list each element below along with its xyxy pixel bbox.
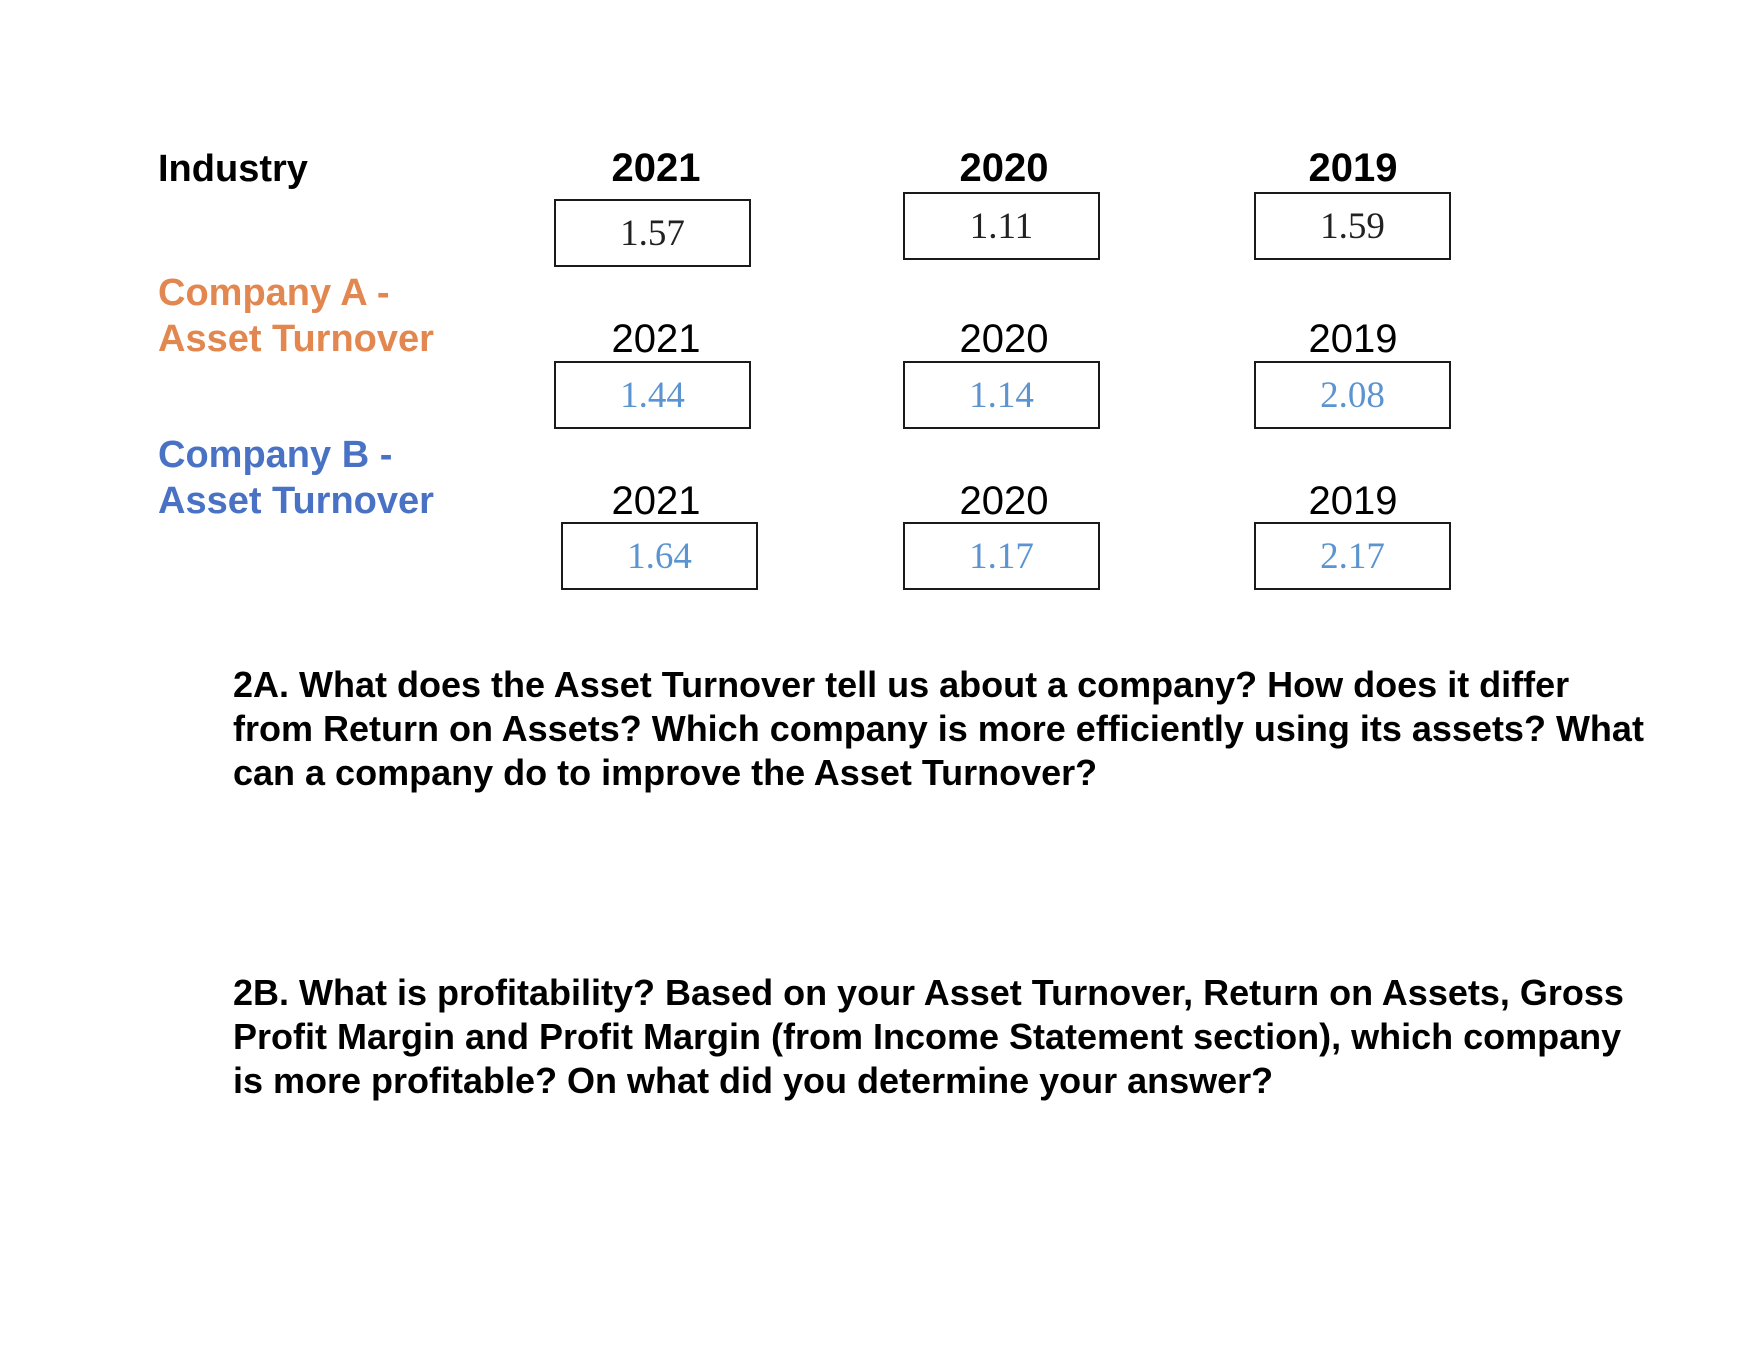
question-2b: 2B. What is profitability? Based on your Asset Turnover, Return on Assets, Gross Profit Margin and Profit Margin (from Income Statement section), which company is more profitable? On what did you determine your answer? (233, 972, 1624, 1101)
industry-year-2020: 2020 (959, 146, 1049, 190)
industry-year-2021: 2021 (611, 146, 701, 190)
company-b-year-2020: 2020 (959, 479, 1049, 523)
company-a-year-2019: 2019 (1308, 317, 1398, 361)
company-a-value-2019: 2.08 (1254, 361, 1451, 429)
company-a-value-2021: 1.44 (554, 361, 751, 429)
company-a-year-2020: 2020 (959, 317, 1049, 361)
industry-value-2021: 1.57 (554, 199, 751, 267)
company-a-label-line1: Company A - (158, 272, 390, 314)
question-2a: 2A. What does the Asset Turnover tell us about a company? How does it differ from Return on Assets? Which company is more efficiently using its assets? What can a company do to improve the Asset Turnover? (233, 664, 1644, 793)
industry-value-2020: 1.11 (903, 192, 1100, 260)
company-a-label-line2: Asset Turnover (158, 318, 434, 360)
industry-value-2019: 1.59 (1254, 192, 1451, 260)
company-b-year-2021: 2021 (611, 479, 701, 523)
company-b-year-2019: 2019 (1308, 479, 1398, 523)
industry-year-2019: 2019 (1308, 146, 1398, 190)
company-a-year-2021: 2021 (611, 317, 701, 361)
company-b-value-2021: 1.64 (561, 522, 758, 590)
company-b-value-2019: 2.17 (1254, 522, 1451, 590)
industry-label: Industry (158, 148, 308, 190)
company-a-value-2020: 1.14 (903, 361, 1100, 429)
company-b-label-line1: Company B - (158, 434, 393, 476)
company-b-value-2020: 1.17 (903, 522, 1100, 590)
company-b-label-line2: Asset Turnover (158, 480, 434, 522)
